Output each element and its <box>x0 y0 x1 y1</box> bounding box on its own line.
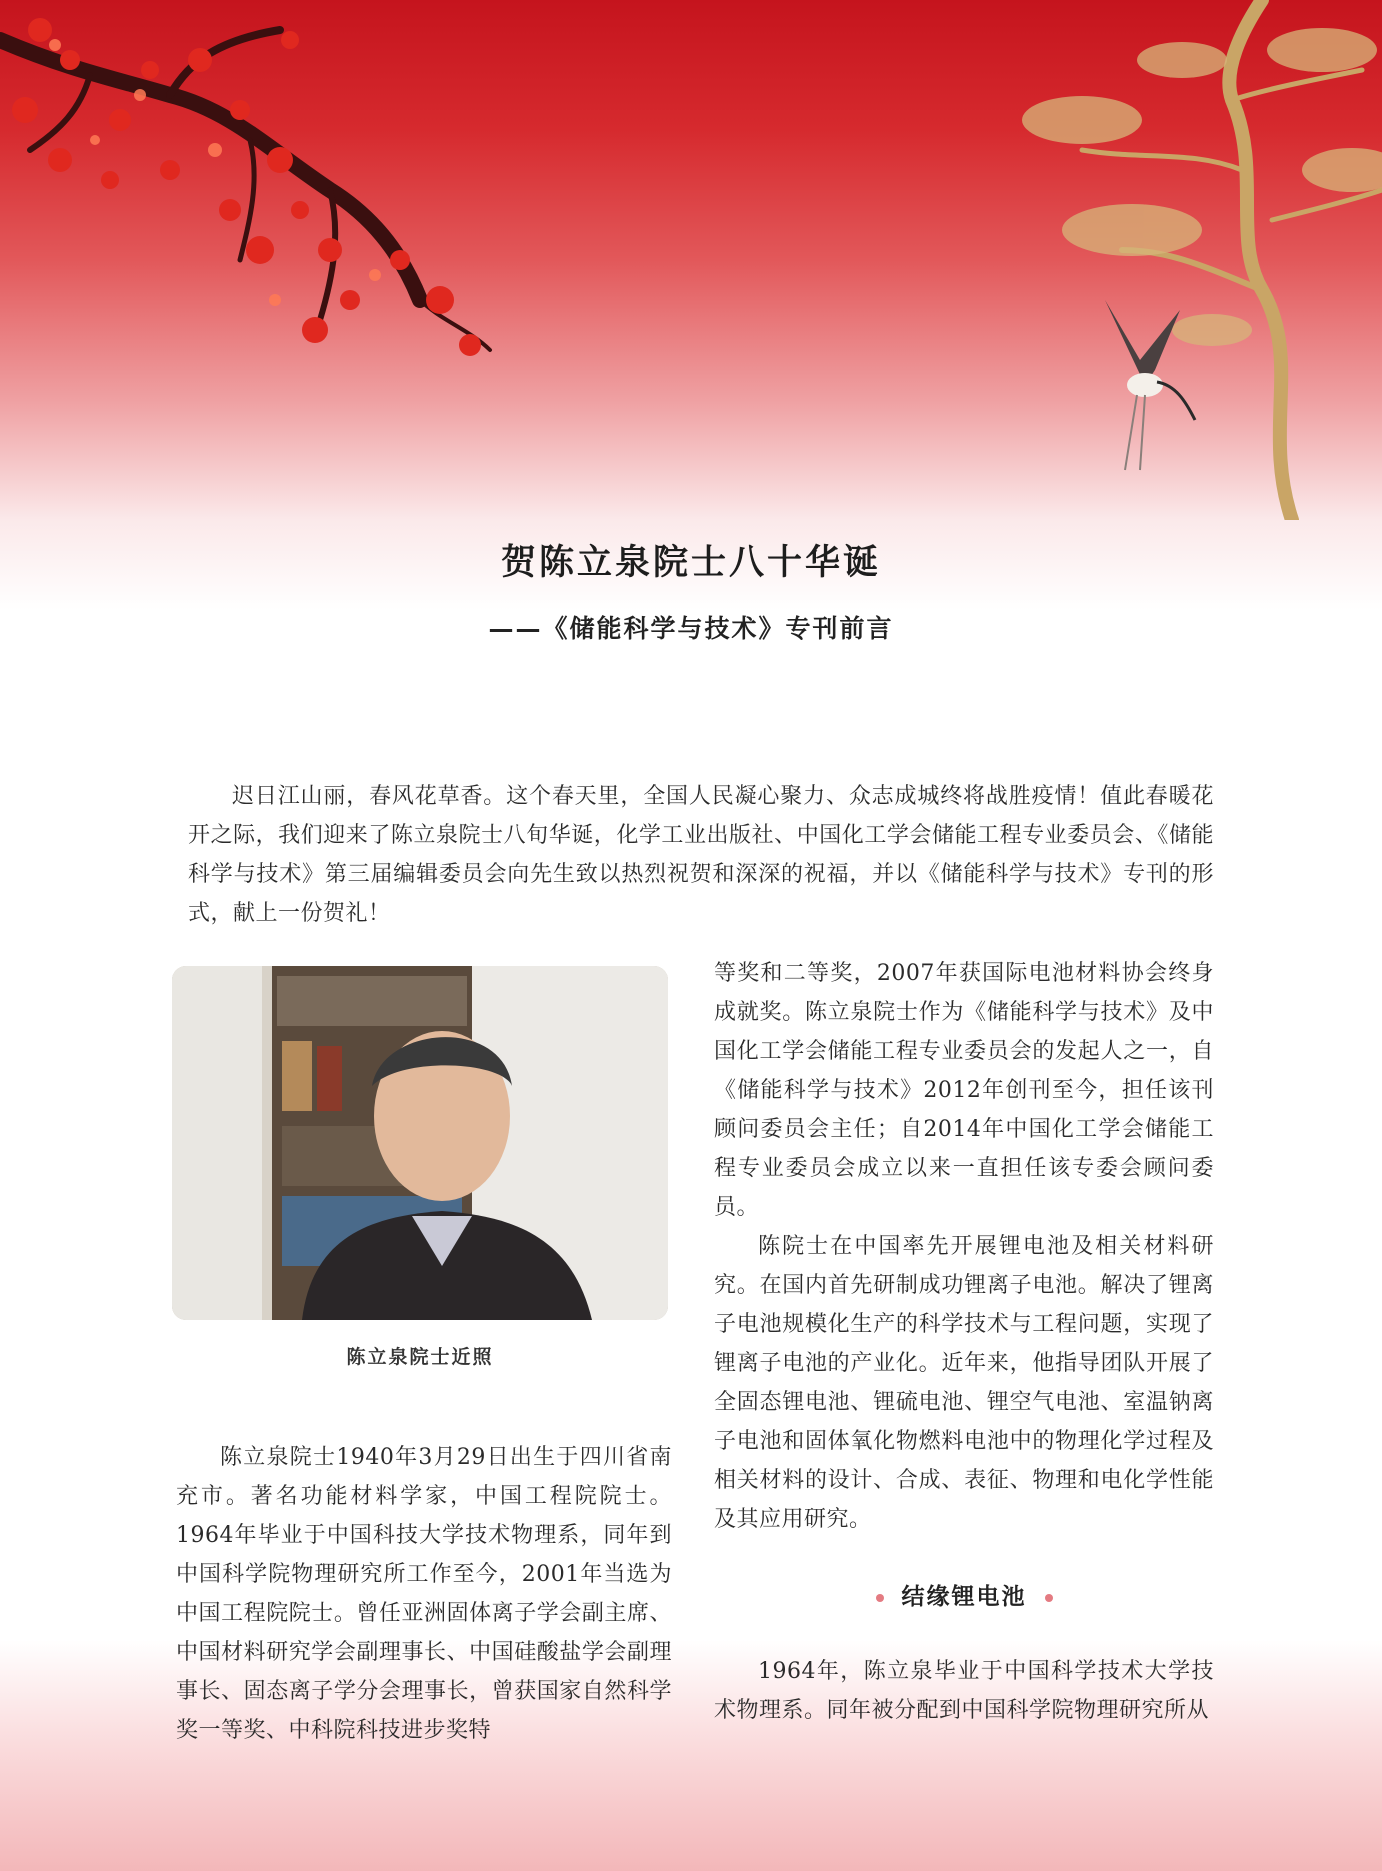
heading-dot-left <box>876 1594 884 1602</box>
biography-right-column <box>714 954 1214 1539</box>
article-title: 贺陈立泉院士八十华诞 <box>500 542 881 583</box>
article-subtitle: ——《储能科学与技术》专刊前言 <box>488 614 894 643</box>
photo-caption: 陈立泉院士近照 <box>346 1346 494 1368</box>
right-paragraph-1: 等奖和二等奖，2007年获国际电池材料协会终身成就奖。陈立泉院士作为《储能科学与技术》及中国化工学会储能工程专业委员会的发起人之一，自《储能科学与技术》2012年创刊至今，担任该刊顾问委员会主任；自2014年中国化工学会储能工程专业委员会成立以来一直担任该专委会顾问委员。 <box>714 961 1214 1220</box>
intro-paragraph: 迟日江山丽，春风花草香。这个春天里，全国人民凝心聚力、众志成城终将战胜疫情！值此春暖花开之际，我们迎来了陈立泉院士八旬华诞，化学工业出版社、中国化工学会储能工程专业委员会、《储能科学与技术》第三届编辑委员会向先生致以热烈祝贺和深深的祝福，并以《储能科学与技术》专刊的形式，献上一份贺礼！ <box>188 784 1214 926</box>
heading-dot-right <box>1045 1594 1053 1602</box>
portrait-photo <box>172 966 668 1320</box>
right-paragraph-3: 1964年，陈立泉毕业于中国科学技术大学技术物理系。同年被分配到中国科学院物理研究所从 <box>714 1659 1214 1723</box>
section-heading <box>714 1578 1214 1611</box>
crane-illustration <box>1085 290 1205 480</box>
plum-blossom-illustration <box>0 0 520 400</box>
section-heading-text: 结缘锂电池 <box>901 1583 1027 1610</box>
article-header <box>0 535 1382 645</box>
right-paragraph-2: 陈院士在中国率先开展锂电池及相关材料研究。在国内首先研制成功锂离子电池。解决了锂离子电池规模化生产的科学技术与工程问题，实现了锂离子电池的产业化。近年来，他指导团队开展了全固态锂电池、锂硫电池、锂空气电池、室温钠离子电池和固体氧化物燃料电池中的物理化学过程及相关材料的设计、合成、表征、物理和电化学性能及其应用研究。 <box>714 1234 1214 1532</box>
biography-left-column: 陈立泉院士1940年3月29日出生于四川省南充市。著名功能材料学家，中国工程院院士。1964年毕业于中国科技大学技术物理系，同年到中国科学院物理研究所工作至今，2001年当选为中国工程院院士。曾任亚洲固体离子学会副主席、中国材料研究学会副理事长、中国硅酸盐学会副理事长、固态离子学分会理事长，曾获国家自然科学奖一等奖、中科院科技进步奖特 <box>176 1445 672 1743</box>
